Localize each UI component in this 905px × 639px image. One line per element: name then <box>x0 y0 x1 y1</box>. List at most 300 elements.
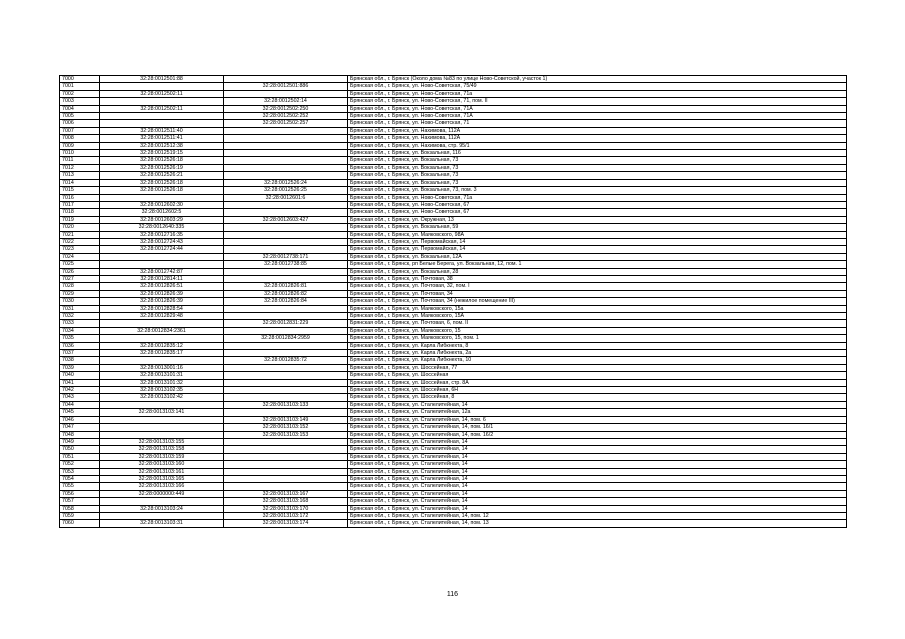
object-cadastral-number-cell: 32:28:0013103:133 <box>224 401 348 408</box>
object-cadastral-number-cell <box>224 201 348 208</box>
object-cadastral-number-cell <box>224 364 348 371</box>
address-cell: Брянская обл., г. Брянск, ул. Нахимова, 112А <box>348 135 847 142</box>
object-cadastral-number-cell: 32:28:0012526:25 <box>224 187 348 194</box>
table-row <box>60 342 847 349</box>
row-number-cell: 7044 <box>60 401 100 408</box>
row-number-cell: 7048 <box>60 431 100 438</box>
object-cadastral-number-cell: 32:28:0013103:149 <box>224 416 348 423</box>
table-row <box>60 120 847 127</box>
object-cadastral-number-cell <box>224 150 348 157</box>
address-cell: Брянская обл., г. Брянск, ул. Ново-Советская, 71 <box>348 120 847 127</box>
object-cadastral-number-cell <box>224 379 348 386</box>
parcel-cadastral-number-cell: 32:28:0012526:19 <box>100 164 224 171</box>
table-row <box>60 357 847 364</box>
parcel-cadastral-number-cell: 32:28:0013102:35 <box>100 387 224 394</box>
row-number-cell: 7059 <box>60 512 100 519</box>
object-cadastral-number-cell <box>224 475 348 482</box>
table-row <box>60 512 847 519</box>
address-cell: Брянская обл., г. Брянск, ул. Сталелитейная, 14 <box>348 468 847 475</box>
parcel-cadastral-number-cell: 32:28:0012526:18 <box>100 157 224 164</box>
table-row <box>60 387 847 394</box>
row-number-cell: 7032 <box>60 313 100 320</box>
parcel-cadastral-number-cell: 32:28:0012526:18 <box>100 179 224 186</box>
address-cell: Брянская обл., г. Брянск, ул. Маяковского, 98А <box>348 231 847 238</box>
row-number-cell: 7016 <box>60 194 100 201</box>
address-cell: Брянская обл., г. Брянск, ул. Сталелитейная, 14 <box>348 401 847 408</box>
parcel-cadastral-number-cell <box>100 98 224 105</box>
table-row <box>60 438 847 445</box>
row-number-cell: 7021 <box>60 231 100 238</box>
object-cadastral-number-cell: 32:28:0013103:170 <box>224 505 348 512</box>
row-number-cell: 7013 <box>60 172 100 179</box>
object-cadastral-number-cell: 32:28:0012834:2959 <box>224 335 348 342</box>
address-cell: Брянская обл., г. Брянск, ул. Почтовая, 34 (нежилое помещение III) <box>348 298 847 305</box>
parcel-cadastral-number-cell: 32:28:0012814:11 <box>100 275 224 282</box>
row-number-cell: 7057 <box>60 498 100 505</box>
row-number-cell: 7051 <box>60 453 100 460</box>
table-row <box>60 505 847 512</box>
parcel-cadastral-number-cell: 32:28:0012835:17 <box>100 350 224 357</box>
object-cadastral-number-cell: 32:28:0013103:167 <box>224 490 348 497</box>
parcel-cadastral-number-cell: 32:28:0013103:31 <box>100 520 224 527</box>
parcel-cadastral-number-cell <box>100 512 224 519</box>
address-cell: Брянская обл., г. Брянск, ул. Вокзальная, 73 <box>348 179 847 186</box>
row-number-cell: 7007 <box>60 127 100 134</box>
object-cadastral-number-cell <box>224 313 348 320</box>
object-cadastral-number-cell <box>224 142 348 149</box>
row-number-cell: 7049 <box>60 438 100 445</box>
row-number-cell: 7038 <box>60 357 100 364</box>
address-cell: Брянская обл., г. Брянск, ул. Почтовая, 38 <box>348 275 847 282</box>
object-cadastral-number-cell <box>224 350 348 357</box>
parcel-cadastral-number-cell: 32:28:0012826:39 <box>100 290 224 297</box>
row-number-cell: 7029 <box>60 290 100 297</box>
object-cadastral-number-cell <box>224 224 348 231</box>
table-row <box>60 424 847 431</box>
address-cell: Брянская обл., г. Брянск, ул. Вокзальная, 116 <box>348 150 847 157</box>
address-cell: Брянская обл., г. Брянск, ул. Сталелитейная, 12а <box>348 409 847 416</box>
parcel-cadastral-number-cell: 32:28:0012835:12 <box>100 342 224 349</box>
object-cadastral-number-cell <box>224 157 348 164</box>
row-number-cell: 7000 <box>60 76 100 83</box>
address-cell: Брянская обл., г. Брянск, ул. Шоссейная, 8 <box>348 394 847 401</box>
address-cell: Брянская обл., г. Брянск (Около дома №83 по улице Ново-Советской, участок 1) <box>348 76 847 83</box>
address-cell: Брянская обл., г. Брянск, ул. Ново-Советская, 75/49 <box>348 83 847 90</box>
address-cell: Брянская обл., г. Брянск, ул. Шоссейная <box>348 372 847 379</box>
address-cell: Брянская обл., г. Брянск, ул. Ново-Советская, 71, пом. II <box>348 98 847 105</box>
row-number-cell: 7047 <box>60 424 100 431</box>
row-number-cell: 7054 <box>60 475 100 482</box>
parcel-cadastral-number-cell: 32:28:0012512:38 <box>100 142 224 149</box>
object-cadastral-number-cell: 32:28:0012826:81 <box>224 283 348 290</box>
row-number-cell: 7058 <box>60 505 100 512</box>
parcel-cadastral-number-cell: 32:28:0012742:87 <box>100 268 224 275</box>
object-cadastral-number-cell: 32:28:0012738:171 <box>224 253 348 260</box>
object-cadastral-number-cell: 32:28:0012835:72 <box>224 357 348 364</box>
table-row <box>60 172 847 179</box>
row-number-cell: 7018 <box>60 209 100 216</box>
parcel-cadastral-number-cell: 32:28:0013103:24 <box>100 505 224 512</box>
address-cell: Брянская обл., г. Брянск, ул. Ново-Советская, 67 <box>348 209 847 216</box>
table-row <box>60 127 847 134</box>
table-row <box>60 372 847 379</box>
table-row <box>60 246 847 253</box>
parcel-cadastral-number-cell: 32:28:0012511:40 <box>100 127 224 134</box>
address-cell: Брянская обл., г. Брянск, ул. Ново-Советская, 71а <box>348 194 847 201</box>
table-row <box>60 76 847 83</box>
address-cell: Брянская обл., г. Брянск, рп Белые Берега, ул. Вокзальная, 12, пом. 1 <box>348 261 847 268</box>
parcel-cadastral-number-cell: 32:28:0013103:160 <box>100 461 224 468</box>
object-cadastral-number-cell <box>224 231 348 238</box>
parcel-cadastral-number-cell: 32:28:0012526:18 <box>100 187 224 194</box>
object-cadastral-number-cell: 32:28:0013103:174 <box>224 520 348 527</box>
address-cell: Брянская обл., г. Брянск, ул. Карла Либкнехта, 10 <box>348 357 847 364</box>
parcel-cadastral-number-cell <box>100 83 224 90</box>
address-cell: Брянская обл., г. Брянск, ул. Нахимова, стр. 95/1 <box>348 142 847 149</box>
row-number-cell: 7046 <box>60 416 100 423</box>
address-cell: Брянская обл., г. Брянск, ул. Маяковского, 15 <box>348 327 847 334</box>
row-number-cell: 7004 <box>60 105 100 112</box>
table-row <box>60 261 847 268</box>
object-cadastral-number-cell <box>224 172 348 179</box>
address-cell: Брянская обл., г. Брянск, ул. Вокзальная, 73 <box>348 172 847 179</box>
table-row <box>60 520 847 527</box>
row-number-cell: 7024 <box>60 253 100 260</box>
table-row <box>60 216 847 223</box>
parcel-cadastral-number-cell: 32:28:0012602:30 <box>100 201 224 208</box>
table-row <box>60 498 847 505</box>
parcel-cadastral-number-cell: 32:28:0012716:35 <box>100 231 224 238</box>
parcel-cadastral-number-cell: 32:28:0012519:15 <box>100 150 224 157</box>
parcel-cadastral-number-cell: 32:28:0012834:2361 <box>100 327 224 334</box>
object-cadastral-number-cell: 32:28:0012502:14 <box>224 98 348 105</box>
object-cadastral-number-cell: 32:28:0012526:24 <box>224 179 348 186</box>
address-cell: Брянская обл., г. Брянск, ул. Вокзальная, 73 <box>348 157 847 164</box>
parcel-cadastral-number-cell <box>100 194 224 201</box>
table-row <box>60 490 847 497</box>
object-cadastral-number-cell: 32:28:0013103:168 <box>224 498 348 505</box>
table-row <box>60 446 847 453</box>
parcel-cadastral-number-cell: 32:28:0013001:16 <box>100 364 224 371</box>
object-cadastral-number-cell <box>224 305 348 312</box>
row-number-cell: 7035 <box>60 335 100 342</box>
parcel-cadastral-number-cell: 32:28:0013103:141 <box>100 409 224 416</box>
row-number-cell: 7036 <box>60 342 100 349</box>
row-number-cell: 7060 <box>60 520 100 527</box>
parcel-cadastral-number-cell: 32:28:0012501:88 <box>100 76 224 83</box>
object-cadastral-number-cell <box>224 327 348 334</box>
address-cell: Брянская обл., г. Брянск, ул. Вокзальная, 28 <box>348 268 847 275</box>
parcel-cadastral-number-cell: 32:28:0012724:43 <box>100 238 224 245</box>
table-row <box>60 416 847 423</box>
table-row <box>60 164 847 171</box>
table-row <box>60 298 847 305</box>
address-cell: Брянская обл., г. Брянск, ул. Вокзальная, 59 <box>348 224 847 231</box>
registry-table <box>59 75 847 528</box>
table-row <box>60 335 847 342</box>
parcel-cadastral-number-cell: 32:28:0012526:21 <box>100 172 224 179</box>
row-number-cell: 7017 <box>60 201 100 208</box>
table-row <box>60 268 847 275</box>
row-number-cell: 7019 <box>60 216 100 223</box>
row-number-cell: 7015 <box>60 187 100 194</box>
parcel-cadastral-number-cell: 32:28:0013103:158 <box>100 446 224 453</box>
parcel-cadastral-number-cell: 32:28:0000000:449 <box>100 490 224 497</box>
parcel-cadastral-number-cell <box>100 498 224 505</box>
object-cadastral-number-cell: 32:28:0012601:6 <box>224 194 348 201</box>
table-row <box>60 483 847 490</box>
table-row <box>60 83 847 90</box>
row-number-cell: 7012 <box>60 164 100 171</box>
table-row <box>60 431 847 438</box>
address-cell: Брянская обл., г. Брянск, ул. Сталелитейная, 14, пом. 13 <box>348 520 847 527</box>
object-cadastral-number-cell: 32:28:0012738:85 <box>224 261 348 268</box>
object-cadastral-number-cell <box>224 135 348 142</box>
object-cadastral-number-cell <box>224 238 348 245</box>
row-number-cell: 7002 <box>60 90 100 97</box>
table-row <box>60 238 847 245</box>
address-cell: Брянская обл., г. Брянск, ул. Сталелитейная, 14, пом. 6 <box>348 416 847 423</box>
object-cadastral-number-cell <box>224 446 348 453</box>
row-number-cell: 7055 <box>60 483 100 490</box>
table-row <box>60 290 847 297</box>
object-cadastral-number-cell: 32:28:0012502:252 <box>224 113 348 120</box>
row-number-cell: 7003 <box>60 98 100 105</box>
table-row <box>60 283 847 290</box>
row-number-cell: 7014 <box>60 179 100 186</box>
table-row <box>60 409 847 416</box>
parcel-cadastral-number-cell <box>100 424 224 431</box>
object-cadastral-number-cell <box>224 461 348 468</box>
parcel-cadastral-number-cell <box>100 357 224 364</box>
row-number-cell: 7005 <box>60 113 100 120</box>
parcel-cadastral-number-cell <box>100 261 224 268</box>
address-cell: Брянская обл., г. Брянск, ул. Шоссейная, 77 <box>348 364 847 371</box>
parcel-cadastral-number-cell: 32:28:0013103:161 <box>100 468 224 475</box>
object-cadastral-number-cell <box>224 127 348 134</box>
address-cell: Брянская обл., г. Брянск, ул. Нахимова, 112А <box>348 127 847 134</box>
table-row <box>60 327 847 334</box>
object-cadastral-number-cell <box>224 468 348 475</box>
row-number-cell: 7025 <box>60 261 100 268</box>
address-cell: Брянская обл., г. Брянск, ул. Сталелитейная, 14 <box>348 475 847 482</box>
address-cell: Брянская обл., г. Брянск, ул. Вокзальная, 73 <box>348 164 847 171</box>
parcel-cadastral-number-cell: 32:28:0012826:39 <box>100 298 224 305</box>
address-cell: Брянская обл., г. Брянск, ул. Вокзальная, 12А <box>348 253 847 260</box>
table-row <box>60 113 847 120</box>
row-number-cell: 7045 <box>60 409 100 416</box>
parcel-cadastral-number-cell: 32:28:0013103:159 <box>100 453 224 460</box>
table-row <box>60 105 847 112</box>
parcel-cadastral-number-cell: 32:28:0012640:335 <box>100 224 224 231</box>
row-number-cell: 7031 <box>60 305 100 312</box>
address-cell: Брянская обл., г. Брянск, ул. Сталелитейная, 14 <box>348 446 847 453</box>
address-cell: Брянская обл., г. Брянск, ул. Маяковского, 15а <box>348 305 847 312</box>
row-number-cell: 7056 <box>60 490 100 497</box>
parcel-cadastral-number-cell: 32:28:0013102:42 <box>100 394 224 401</box>
row-number-cell: 7039 <box>60 364 100 371</box>
address-cell: Брянская обл., г. Брянск, ул. Сталелитейная, 14 <box>348 483 847 490</box>
table-row <box>60 401 847 408</box>
parcel-cadastral-number-cell: 32:28:0012502:11 <box>100 105 224 112</box>
row-number-cell: 7030 <box>60 298 100 305</box>
row-number-cell: 7041 <box>60 379 100 386</box>
address-cell: Брянская обл., г. Брянск, ул. Сталелитейная, 14 <box>348 490 847 497</box>
table-row <box>60 364 847 371</box>
address-cell: Брянская обл., г. Брянск, ул. Шоссейная, стр. 8А <box>348 379 847 386</box>
address-cell: Брянская обл., г. Брянск, ул. Карла Либкнехта, 2а <box>348 350 847 357</box>
address-cell: Брянская обл., г. Брянск, ул. Почтовая, 34 <box>348 290 847 297</box>
parcel-cadastral-number-cell <box>100 401 224 408</box>
parcel-cadastral-number-cell: 32:28:0012603:29 <box>100 216 224 223</box>
parcel-cadastral-number-cell <box>100 416 224 423</box>
parcel-cadastral-number-cell <box>100 431 224 438</box>
address-cell: Брянская обл., г. Брянск, ул. Ново-Советская, 71А <box>348 113 847 120</box>
table-row <box>60 305 847 312</box>
page-number: 116 <box>446 591 459 598</box>
address-cell: Брянская обл., г. Брянск, ул. Почтовая, 6, пом. II <box>348 320 847 327</box>
table-row <box>60 231 847 238</box>
parcel-cadastral-number-cell <box>100 335 224 342</box>
object-cadastral-number-cell: 32:28:0012826:84 <box>224 298 348 305</box>
parcel-cadastral-number-cell: 32:28:0012511:41 <box>100 135 224 142</box>
table-row <box>60 98 847 105</box>
parcel-cadastral-number-cell: 32:28:0012826:51 <box>100 283 224 290</box>
address-cell: Брянская обл., г. Брянск, ул. Первомайская, 14 <box>348 238 847 245</box>
row-number-cell: 7033 <box>60 320 100 327</box>
object-cadastral-number-cell: 32:28:0012826:82 <box>224 290 348 297</box>
row-number-cell: 7050 <box>60 446 100 453</box>
row-number-cell: 7010 <box>60 150 100 157</box>
object-cadastral-number-cell <box>224 438 348 445</box>
object-cadastral-number-cell <box>224 90 348 97</box>
table-row <box>60 461 847 468</box>
object-cadastral-number-cell <box>224 394 348 401</box>
parcel-cadastral-number-cell: 32:28:0013103:166 <box>100 483 224 490</box>
parcel-cadastral-number-cell: 32:28:0012828:54 <box>100 305 224 312</box>
row-number-cell: 7022 <box>60 238 100 245</box>
parcel-cadastral-number-cell: 32:28:0012724:44 <box>100 246 224 253</box>
address-cell: Брянская обл., г. Брянск, ул. Первомайская, 14 <box>348 246 847 253</box>
table-row <box>60 313 847 320</box>
parcel-cadastral-number-cell: 32:28:0012602:5 <box>100 209 224 216</box>
row-number-cell: 7040 <box>60 372 100 379</box>
object-cadastral-number-cell <box>224 387 348 394</box>
parcel-cadastral-number-cell: 32:28:0013101:31 <box>100 372 224 379</box>
row-number-cell: 7053 <box>60 468 100 475</box>
object-cadastral-number-cell <box>224 164 348 171</box>
row-number-cell: 7006 <box>60 120 100 127</box>
object-cadastral-number-cell <box>224 342 348 349</box>
row-number-cell: 7027 <box>60 275 100 282</box>
address-cell: Брянская обл., г. Брянск, ул. Ново-Советская, 67 <box>348 201 847 208</box>
address-cell: Брянская обл., г. Брянск, ул. Сталелитейная, 14 <box>348 505 847 512</box>
object-cadastral-number-cell: 32:28:0012502:257 <box>224 120 348 127</box>
object-cadastral-number-cell: 32:28:0013103:153 <box>224 431 348 438</box>
row-number-cell: 7037 <box>60 350 100 357</box>
object-cadastral-number-cell <box>224 409 348 416</box>
row-number-cell: 7020 <box>60 224 100 231</box>
address-cell: Брянская обл., г. Брянск, ул. Ново-Советская, 71а <box>348 90 847 97</box>
address-cell: Брянская обл., г. Брянск, ул. Маяковского, 15А <box>348 313 847 320</box>
object-cadastral-number-cell: 32:28:0012831:229 <box>224 320 348 327</box>
object-cadastral-number-cell: 32:28:0013103:172 <box>224 512 348 519</box>
object-cadastral-number-cell: 32:28:0012502:250 <box>224 105 348 112</box>
address-cell: Брянская обл., г. Брянск, ул. Ново-Советская, 71А <box>348 105 847 112</box>
address-cell: Брянская обл., г. Брянск, ул. Сталелитейная, 14 <box>348 498 847 505</box>
registry-table-body <box>60 76 847 528</box>
table-row <box>60 179 847 186</box>
object-cadastral-number-cell: 32:28:0013103:152 <box>224 424 348 431</box>
table-row <box>60 350 847 357</box>
table-row <box>60 275 847 282</box>
table-row <box>60 320 847 327</box>
parcel-cadastral-number-cell: 32:28:0013101:32 <box>100 379 224 386</box>
table-row <box>60 379 847 386</box>
object-cadastral-number-cell: 32:28:0012603:427 <box>224 216 348 223</box>
object-cadastral-number-cell <box>224 209 348 216</box>
table-row <box>60 157 847 164</box>
row-number-cell: 7034 <box>60 327 100 334</box>
object-cadastral-number-cell <box>224 483 348 490</box>
address-cell: Брянская обл., г. Брянск, ул. Карла Либкнехта, 8 <box>348 342 847 349</box>
table-row <box>60 209 847 216</box>
table-row <box>60 135 847 142</box>
table-row <box>60 475 847 482</box>
table-row <box>60 150 847 157</box>
object-cadastral-number-cell <box>224 268 348 275</box>
parcel-cadastral-number-cell: 32:28:0013103:165 <box>100 475 224 482</box>
table-row <box>60 201 847 208</box>
address-cell: Брянская обл., г. Брянск, ул. Вокзальная, 73, пом. 3 <box>348 187 847 194</box>
address-cell: Брянская обл., г. Брянск, ул. Сталелитейная, 14 <box>348 438 847 445</box>
row-number-cell: 7026 <box>60 268 100 275</box>
object-cadastral-number-cell <box>224 246 348 253</box>
address-cell: Брянская обл., г. Брянск, ул. Почтовая, 32, пом. I <box>348 283 847 290</box>
address-cell: Брянская обл., г. Брянск, ул. Сталелитейная, 14 <box>348 453 847 460</box>
address-cell: Брянская обл., г. Брянск, ул. Окружная, 13 <box>348 216 847 223</box>
table-row <box>60 224 847 231</box>
table-row <box>60 90 847 97</box>
address-cell: Брянская обл., г. Брянск, ул. Сталелитейная, 14, пом. 16/2 <box>348 431 847 438</box>
table-row <box>60 253 847 260</box>
table-row <box>60 194 847 201</box>
parcel-cadastral-number-cell <box>100 253 224 260</box>
parcel-cadastral-number-cell <box>100 120 224 127</box>
row-number-cell: 7009 <box>60 142 100 149</box>
object-cadastral-number-cell <box>224 372 348 379</box>
parcel-cadastral-number-cell: 32:28:0012829:48 <box>100 313 224 320</box>
row-number-cell: 7008 <box>60 135 100 142</box>
object-cadastral-number-cell <box>224 275 348 282</box>
row-number-cell: 7023 <box>60 246 100 253</box>
row-number-cell: 7028 <box>60 283 100 290</box>
object-cadastral-number-cell <box>224 453 348 460</box>
table-row <box>60 468 847 475</box>
row-number-cell: 7042 <box>60 387 100 394</box>
parcel-cadastral-number-cell: 32:28:0013103:155 <box>100 438 224 445</box>
address-cell: Брянская обл., г. Брянск, ул. Шоссейная, 6Н <box>348 387 847 394</box>
address-cell: Брянская обл., г. Брянск, ул. Сталелитейная, 14 <box>348 461 847 468</box>
table-row <box>60 394 847 401</box>
table-row <box>60 453 847 460</box>
parcel-cadastral-number-cell <box>100 320 224 327</box>
row-number-cell: 7001 <box>60 83 100 90</box>
table-row <box>60 187 847 194</box>
row-number-cell: 7043 <box>60 394 100 401</box>
object-cadastral-number-cell: 32:28:0012501:886 <box>224 83 348 90</box>
object-cadastral-number-cell <box>224 76 348 83</box>
